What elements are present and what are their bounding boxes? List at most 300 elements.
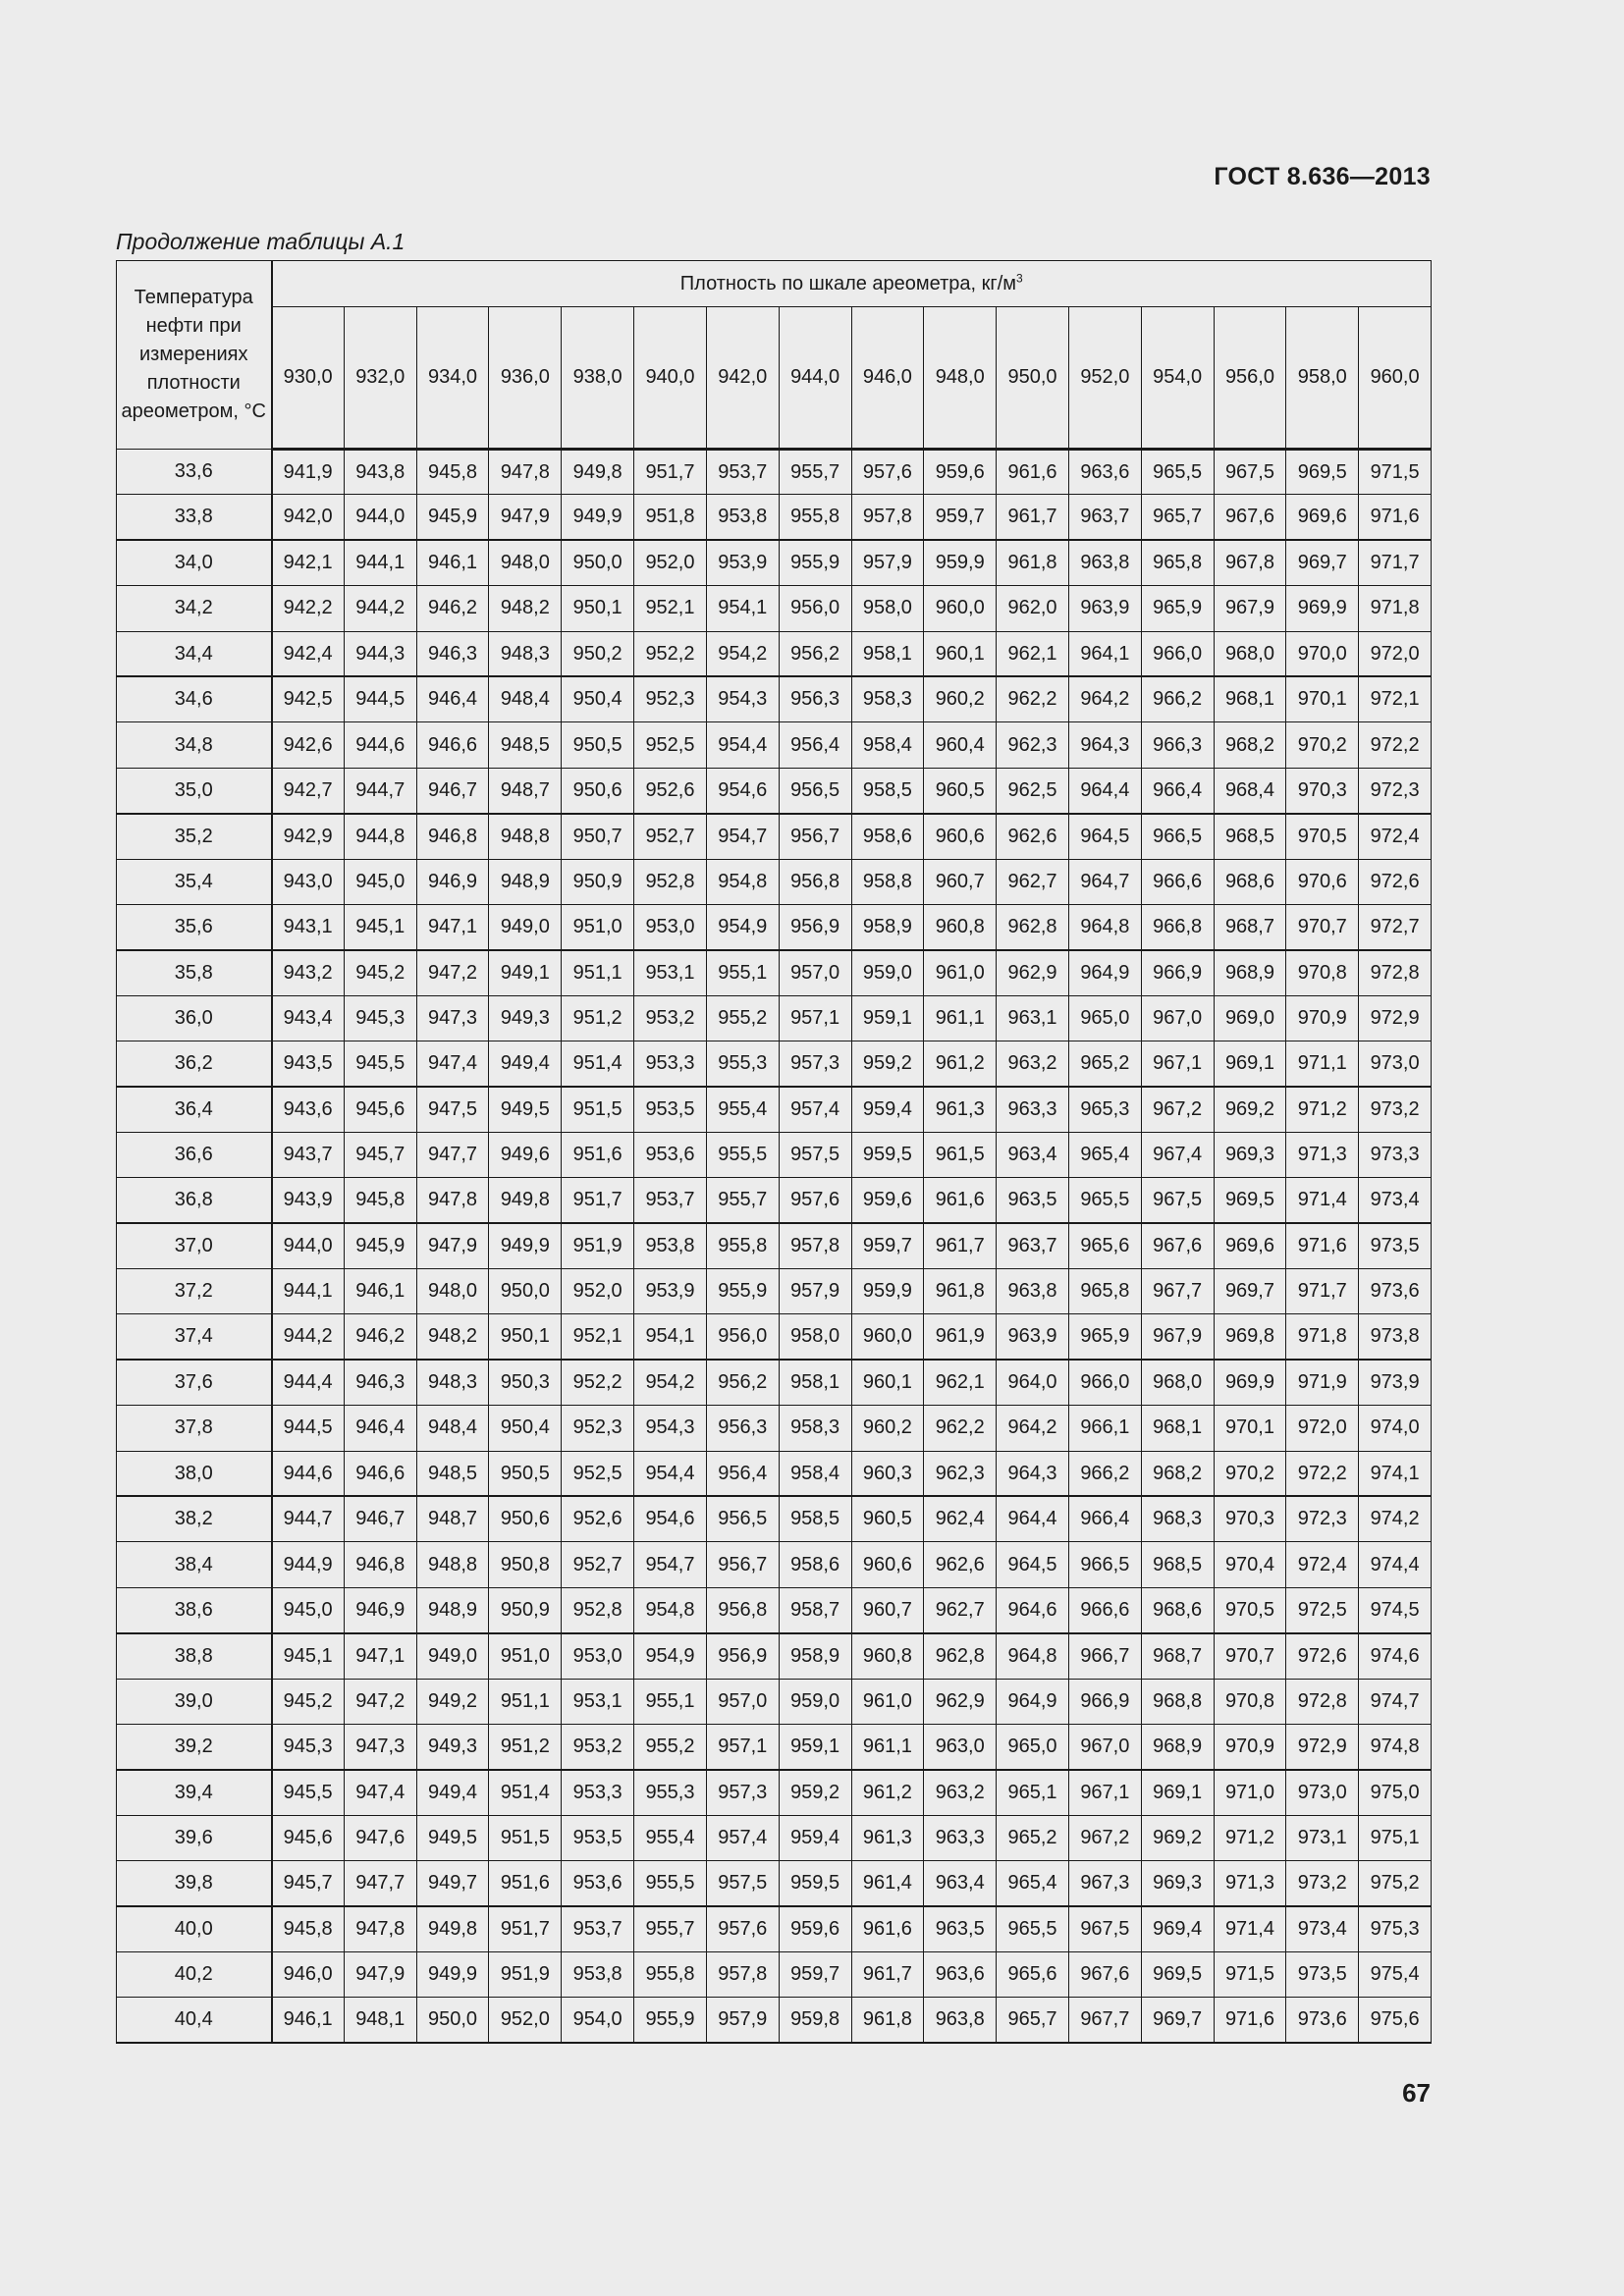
density-cell: 969,0	[1214, 995, 1286, 1041]
density-cell: 973,3	[1359, 1132, 1432, 1177]
density-cell: 959,7	[924, 495, 997, 540]
density-cell: 953,8	[706, 495, 779, 540]
density-cell: 971,3	[1286, 1132, 1359, 1177]
density-cell: 950,5	[489, 1451, 562, 1496]
density-cell: 942,0	[272, 495, 345, 540]
density-cell: 960,8	[851, 1633, 924, 1679]
density-cell: 962,0	[997, 586, 1069, 631]
density-cell: 956,5	[779, 768, 851, 813]
density-cell: 964,9	[997, 1679, 1069, 1724]
density-cell: 973,9	[1359, 1360, 1432, 1405]
density-cell: 960,2	[851, 1406, 924, 1451]
density-cell: 946,4	[344, 1406, 416, 1451]
density-cell: 969,6	[1286, 495, 1359, 540]
density-cell: 953,9	[706, 540, 779, 585]
density-cell: 954,9	[706, 904, 779, 949]
density-cell: 952,8	[562, 1587, 634, 1632]
density-cell: 967,9	[1214, 586, 1286, 631]
density-cell: 946,6	[416, 722, 489, 768]
density-cell: 952,8	[634, 859, 707, 904]
density-cell: 954,0	[562, 1998, 634, 2043]
density-cell: 970,5	[1214, 1587, 1286, 1632]
density-cell: 958,6	[779, 1542, 851, 1587]
density-cell: 970,2	[1286, 722, 1359, 768]
density-column-header: 946,0	[851, 307, 924, 450]
density-cell: 961,6	[997, 450, 1069, 495]
density-cell: 952,6	[634, 768, 707, 813]
density-cell: 945,6	[344, 1087, 416, 1132]
table-row	[117, 1041, 1432, 1087]
density-cell: 970,4	[1214, 1542, 1286, 1587]
density-cell: 959,4	[851, 1087, 924, 1132]
temperature-cell: 35,2	[117, 814, 272, 859]
density-cell: 969,5	[1214, 1178, 1286, 1223]
density-cell: 962,5	[997, 768, 1069, 813]
density-cell: 965,5	[997, 1906, 1069, 1951]
density-cell: 947,8	[344, 1906, 416, 1951]
density-cell: 953,2	[634, 995, 707, 1041]
density-cell: 957,3	[706, 1770, 779, 1815]
density-cell: 951,4	[562, 1041, 634, 1087]
density-cell: 944,3	[344, 631, 416, 676]
density-cell: 963,0	[924, 1724, 997, 1769]
density-cell: 968,2	[1214, 722, 1286, 768]
density-cell: 972,8	[1286, 1679, 1359, 1724]
density-cell: 953,1	[562, 1679, 634, 1724]
density-cell: 944,7	[272, 1496, 345, 1541]
density-cell: 957,1	[706, 1724, 779, 1769]
density-cell: 961,9	[924, 1314, 997, 1360]
temperature-cell: 36,0	[117, 995, 272, 1041]
density-column-header: 934,0	[416, 307, 489, 450]
density-cell: 945,8	[344, 1178, 416, 1223]
density-cell: 965,5	[1068, 1178, 1141, 1223]
density-cell: 958,1	[779, 1360, 851, 1405]
density-cell: 956,0	[779, 586, 851, 631]
density-cell: 949,7	[416, 1861, 489, 1906]
density-cell: 961,7	[924, 1223, 997, 1268]
density-cell: 950,7	[562, 814, 634, 859]
density-column-header: 960,0	[1359, 307, 1432, 450]
temperature-cell: 35,8	[117, 950, 272, 995]
density-column-header: 954,0	[1141, 307, 1214, 450]
density-cell: 968,2	[1141, 1451, 1214, 1496]
density-cell: 949,5	[416, 1815, 489, 1860]
density-cell: 949,8	[562, 450, 634, 495]
density-cell: 957,8	[779, 1223, 851, 1268]
temperature-cell: 33,8	[117, 495, 272, 540]
density-cell: 962,1	[997, 631, 1069, 676]
density-cell: 975,2	[1359, 1861, 1432, 1906]
density-cell: 953,9	[634, 1269, 707, 1314]
table-row	[117, 859, 1432, 904]
density-cell: 953,1	[634, 950, 707, 995]
density-cell: 972,2	[1286, 1451, 1359, 1496]
density-cell: 951,7	[634, 450, 707, 495]
density-cell: 969,1	[1214, 1041, 1286, 1087]
density-cell: 950,2	[562, 631, 634, 676]
density-cell: 951,2	[562, 995, 634, 1041]
density-cell: 972,6	[1359, 859, 1432, 904]
density-cell: 943,9	[272, 1178, 345, 1223]
density-cell: 964,3	[1068, 722, 1141, 768]
density-cell: 944,0	[272, 1223, 345, 1268]
density-cell: 960,5	[924, 768, 997, 813]
density-cell: 956,9	[706, 1633, 779, 1679]
density-cell: 941,9	[272, 450, 345, 495]
density-cell: 961,0	[851, 1679, 924, 1724]
density-cell: 950,0	[489, 1269, 562, 1314]
density-cell: 950,4	[489, 1406, 562, 1451]
density-cell: 969,5	[1286, 450, 1359, 495]
density-cell: 974,0	[1359, 1406, 1432, 1451]
density-cell: 962,7	[924, 1587, 997, 1632]
density-cell: 965,0	[997, 1724, 1069, 1769]
density-cell: 957,0	[779, 950, 851, 995]
density-cell: 961,8	[997, 540, 1069, 585]
density-cell: 970,6	[1286, 859, 1359, 904]
density-cell: 967,7	[1141, 1269, 1214, 1314]
density-cell: 963,2	[924, 1770, 997, 1815]
density-cell: 946,9	[344, 1587, 416, 1632]
density-cell: 969,5	[1141, 1951, 1214, 1997]
density-cell: 948,5	[416, 1451, 489, 1496]
density-cell: 948,4	[416, 1406, 489, 1451]
density-cell: 965,6	[1068, 1223, 1141, 1268]
density-cell: 949,9	[416, 1951, 489, 1997]
density-cell: 957,6	[779, 1178, 851, 1223]
density-cell: 950,3	[489, 1360, 562, 1405]
density-cell: 971,8	[1286, 1314, 1359, 1360]
density-column-header: 940,0	[634, 307, 707, 450]
density-cell: 948,1	[344, 1998, 416, 2043]
density-cell: 974,5	[1359, 1587, 1432, 1632]
density-cell: 944,7	[344, 768, 416, 813]
density-cell: 967,8	[1214, 540, 1286, 585]
density-cell: 949,8	[489, 1178, 562, 1223]
density-cell: 944,5	[344, 676, 416, 721]
density-cell: 975,6	[1359, 1998, 1432, 2043]
density-cell: 960,6	[924, 814, 997, 859]
density-cell: 966,9	[1141, 950, 1214, 995]
density-cell: 947,8	[489, 450, 562, 495]
density-column-header: 952,0	[1068, 307, 1141, 450]
temperature-cell: 39,4	[117, 1770, 272, 1815]
density-cell: 946,3	[416, 631, 489, 676]
density-cell: 957,6	[851, 450, 924, 495]
temperature-cell: 38,6	[117, 1587, 272, 1632]
density-cell: 952,5	[562, 1451, 634, 1496]
density-cell: 967,1	[1141, 1041, 1214, 1087]
density-cell: 967,6	[1068, 1951, 1141, 1997]
density-cell: 955,7	[706, 1178, 779, 1223]
density-cell: 970,9	[1214, 1724, 1286, 1769]
density-cell: 954,9	[634, 1633, 707, 1679]
density-cell: 965,0	[1068, 995, 1141, 1041]
density-cell: 972,9	[1286, 1724, 1359, 1769]
density-cell: 969,6	[1214, 1223, 1286, 1268]
density-cell: 958,7	[779, 1587, 851, 1632]
temperature-cell: 35,6	[117, 904, 272, 949]
density-cell: 952,3	[562, 1406, 634, 1451]
density-cell: 942,9	[272, 814, 345, 859]
density-cell: 956,4	[706, 1451, 779, 1496]
density-cell: 958,1	[851, 631, 924, 676]
density-cell: 964,3	[997, 1451, 1069, 1496]
density-cell: 960,0	[924, 586, 997, 631]
table-head	[117, 261, 1432, 450]
temperature-cell: 38,8	[117, 1633, 272, 1679]
density-table	[116, 260, 1432, 2044]
density-cell: 960,7	[924, 859, 997, 904]
table-row	[117, 1269, 1432, 1314]
table-row	[117, 722, 1432, 768]
density-cell: 958,5	[779, 1496, 851, 1541]
density-cell: 963,7	[997, 1223, 1069, 1268]
density-cell: 966,0	[1068, 1360, 1141, 1405]
table-row	[117, 1633, 1432, 1679]
density-cell: 961,4	[851, 1861, 924, 1906]
density-cell: 958,4	[851, 722, 924, 768]
density-cell: 969,8	[1214, 1314, 1286, 1360]
temperature-cell: 37,4	[117, 1314, 272, 1360]
density-scale-header	[272, 261, 1432, 307]
density-cell: 949,2	[416, 1679, 489, 1724]
density-cell: 947,2	[416, 950, 489, 995]
density-cell: 967,2	[1141, 1087, 1214, 1132]
density-cell: 965,9	[1068, 1314, 1141, 1360]
density-cell: 969,1	[1141, 1770, 1214, 1815]
temperature-cell: 40,0	[117, 1906, 272, 1951]
density-cell: 948,9	[416, 1587, 489, 1632]
density-column-header: 948,0	[924, 307, 997, 450]
density-cell: 959,9	[924, 540, 997, 585]
density-cell: 948,0	[416, 1269, 489, 1314]
density-cell: 964,4	[997, 1496, 1069, 1541]
density-cell: 943,1	[272, 904, 345, 949]
density-cell: 956,8	[779, 859, 851, 904]
table-row	[117, 586, 1432, 631]
density-cell: 949,5	[489, 1087, 562, 1132]
density-cell: 962,6	[997, 814, 1069, 859]
density-cell: 973,4	[1359, 1178, 1432, 1223]
table-row	[117, 1587, 1432, 1632]
density-cell: 970,9	[1286, 995, 1359, 1041]
density-cell: 952,2	[634, 631, 707, 676]
density-cell: 956,2	[706, 1360, 779, 1405]
density-cell: 944,1	[344, 540, 416, 585]
density-cell: 947,9	[416, 1223, 489, 1268]
density-cell: 971,5	[1359, 450, 1432, 495]
table-row	[117, 1724, 1432, 1769]
density-cell: 958,0	[779, 1314, 851, 1360]
density-cell: 963,5	[924, 1906, 997, 1951]
density-cell: 957,6	[706, 1906, 779, 1951]
density-cell: 967,5	[1141, 1178, 1214, 1223]
density-cell: 972,3	[1286, 1496, 1359, 1541]
density-cell: 950,1	[562, 586, 634, 631]
density-cell: 962,3	[924, 1451, 997, 1496]
density-cell: 949,9	[562, 495, 634, 540]
density-cell: 947,4	[416, 1041, 489, 1087]
density-cell: 956,7	[779, 814, 851, 859]
density-cell: 960,4	[924, 722, 997, 768]
density-cell: 969,4	[1141, 1906, 1214, 1951]
density-cell: 948,7	[416, 1496, 489, 1541]
density-cell: 970,2	[1214, 1451, 1286, 1496]
density-cell: 952,3	[634, 676, 707, 721]
density-cell: 959,5	[851, 1132, 924, 1177]
density-cell: 971,2	[1286, 1087, 1359, 1132]
density-cell: 955,9	[634, 1998, 707, 2043]
density-cell: 959,9	[851, 1269, 924, 1314]
density-cell: 959,6	[851, 1178, 924, 1223]
density-cell: 961,2	[851, 1770, 924, 1815]
temperature-cell: 38,2	[117, 1496, 272, 1541]
density-cell: 966,5	[1141, 814, 1214, 859]
density-cell: 952,5	[634, 722, 707, 768]
density-cell: 944,9	[272, 1542, 345, 1587]
density-cell: 947,7	[344, 1861, 416, 1906]
density-cell: 954,3	[706, 676, 779, 721]
density-cell: 968,1	[1141, 1406, 1214, 1451]
density-cell: 966,7	[1068, 1633, 1141, 1679]
density-column-header: 956,0	[1214, 307, 1286, 450]
density-cell: 972,0	[1286, 1406, 1359, 1451]
density-cell: 945,0	[272, 1587, 345, 1632]
density-cell: 965,3	[1068, 1087, 1141, 1132]
density-cell: 971,6	[1214, 1998, 1286, 2043]
density-cell: 969,7	[1214, 1269, 1286, 1314]
density-cell: 951,7	[489, 1906, 562, 1951]
density-cell: 970,0	[1286, 631, 1359, 676]
density-cell: 947,4	[344, 1770, 416, 1815]
density-cell: 953,5	[562, 1815, 634, 1860]
temperature-cell: 40,2	[117, 1951, 272, 1997]
density-cell: 960,8	[924, 904, 997, 949]
density-cell: 948,3	[416, 1360, 489, 1405]
density-cell: 963,9	[997, 1314, 1069, 1360]
density-cell: 974,6	[1359, 1633, 1432, 1679]
temperature-cell: 38,4	[117, 1542, 272, 1587]
density-column-header: 930,0	[272, 307, 345, 450]
density-cell: 962,2	[997, 676, 1069, 721]
density-cell: 955,8	[779, 495, 851, 540]
density-cell: 962,3	[997, 722, 1069, 768]
density-cell: 948,4	[489, 676, 562, 721]
density-cell: 966,4	[1141, 768, 1214, 813]
table-row	[117, 1542, 1432, 1587]
density-cell: 969,3	[1141, 1861, 1214, 1906]
density-cell: 974,8	[1359, 1724, 1432, 1769]
density-cell: 945,5	[272, 1770, 345, 1815]
density-cell: 961,1	[851, 1724, 924, 1769]
density-cell: 962,9	[924, 1679, 997, 1724]
density-cell: 946,9	[416, 859, 489, 904]
density-cell: 957,4	[779, 1087, 851, 1132]
density-cell: 954,4	[706, 722, 779, 768]
density-cell: 967,0	[1068, 1724, 1141, 1769]
density-cell: 945,8	[416, 450, 489, 495]
density-cell: 948,9	[489, 859, 562, 904]
density-cell: 968,9	[1214, 950, 1286, 995]
density-cell: 961,0	[924, 950, 997, 995]
density-cell: 964,2	[997, 1406, 1069, 1451]
density-cell: 945,7	[344, 1132, 416, 1177]
density-cell: 945,5	[344, 1041, 416, 1087]
density-cell: 959,2	[851, 1041, 924, 1087]
density-cell: 947,7	[416, 1132, 489, 1177]
density-cell: 953,6	[634, 1132, 707, 1177]
table-row	[117, 1406, 1432, 1451]
density-cell: 972,5	[1286, 1587, 1359, 1632]
density-cell: 959,2	[779, 1770, 851, 1815]
density-cell: 965,7	[1141, 495, 1214, 540]
density-cell: 962,7	[997, 859, 1069, 904]
density-cell: 951,5	[489, 1815, 562, 1860]
density-cell: 952,6	[562, 1496, 634, 1541]
density-cell: 959,6	[779, 1906, 851, 1951]
density-cell: 964,0	[997, 1360, 1069, 1405]
density-cell: 957,0	[706, 1679, 779, 1724]
density-cell: 944,0	[344, 495, 416, 540]
table-row	[117, 1314, 1432, 1360]
density-column-header: 958,0	[1286, 307, 1359, 450]
density-cell: 962,9	[997, 950, 1069, 995]
density-cell: 964,4	[1068, 768, 1141, 813]
density-cell: 964,5	[1068, 814, 1141, 859]
density-cell: 945,6	[272, 1815, 345, 1860]
density-cell: 954,3	[634, 1406, 707, 1451]
density-cell: 942,7	[272, 768, 345, 813]
density-cell: 973,1	[1286, 1815, 1359, 1860]
density-cell: 945,7	[272, 1861, 345, 1906]
density-cell: 963,2	[997, 1041, 1069, 1087]
density-cell: 949,8	[416, 1906, 489, 1951]
density-cell: 968,7	[1141, 1633, 1214, 1679]
density-cell: 948,5	[489, 722, 562, 768]
temperature-cell: 37,8	[117, 1406, 272, 1451]
density-cell: 967,6	[1141, 1223, 1214, 1268]
density-cell: 959,4	[779, 1815, 851, 1860]
table-row	[117, 450, 1432, 495]
density-values-header-row	[117, 307, 1432, 450]
density-cell: 953,7	[634, 1178, 707, 1223]
density-cell: 944,6	[272, 1451, 345, 1496]
density-cell: 974,1	[1359, 1451, 1432, 1496]
density-cell: 971,1	[1286, 1041, 1359, 1087]
density-cell: 961,3	[924, 1087, 997, 1132]
density-cell: 942,1	[272, 540, 345, 585]
density-cell: 973,5	[1286, 1951, 1359, 1997]
temperature-cell: 37,6	[117, 1360, 272, 1405]
density-cell: 949,4	[416, 1770, 489, 1815]
table-row	[117, 1906, 1432, 1951]
density-cell: 956,9	[779, 904, 851, 949]
density-cell: 968,5	[1141, 1542, 1214, 1587]
density-cell: 955,8	[634, 1951, 707, 1997]
density-cell: 950,1	[489, 1314, 562, 1360]
density-cell: 951,9	[489, 1951, 562, 1997]
density-cell: 962,8	[997, 904, 1069, 949]
table-row	[117, 1815, 1432, 1860]
density-cell: 962,1	[924, 1360, 997, 1405]
density-cell: 952,1	[634, 586, 707, 631]
density-cell: 967,3	[1068, 1861, 1141, 1906]
table-row	[117, 1998, 1432, 2043]
density-cell: 962,2	[924, 1406, 997, 1451]
density-cell: 946,0	[272, 1951, 345, 1997]
